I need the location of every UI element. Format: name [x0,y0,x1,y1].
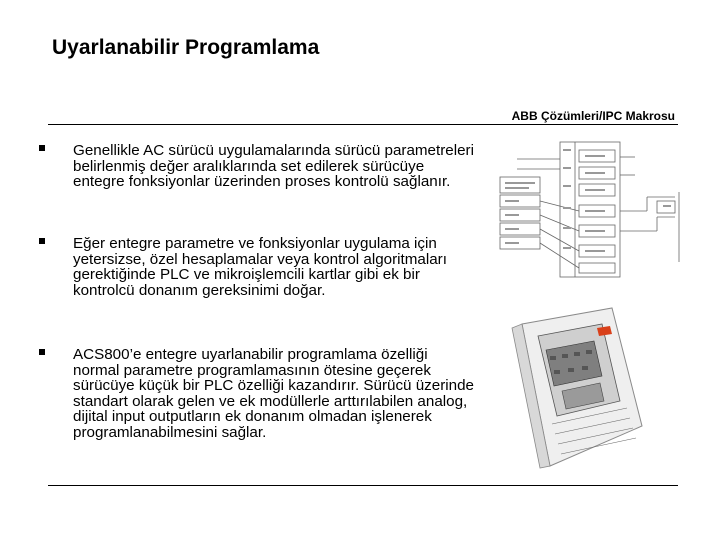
slide-subtitle: ABB Çözümleri/IPC Makrosu [511,109,675,123]
bullet-text-3: ACS800’e entegre uyarlanabilir programlama özelliği normal parametre programlamasının ötesine geçerek sürücüye küçük bir PLC özelliği kazandırır. Sürücü üzerinde standart olarak gelen ve ek modüllerle arttırılabilen analog, dijital input outputların ek donanım olmadan işlenerek programlanabilmesini sağlar. [73,346,474,441]
slide-title: Uyarlanabilir Programlama [52,36,320,59]
bullet-text-1: Genellikle AC sürücü uygulamalarında sürücü parametreleri belirlenmiş değer aralıklarında set edilerek sürücüye entegre fonksiyonlar üzerinden proses kontrolü sağlanır. [73,142,474,190]
bullet-square-icon [39,145,45,151]
bullet-square-icon [39,238,45,244]
bottom-divider [48,485,678,486]
ipc-macro-schematic [497,137,682,287]
top-divider [48,124,678,125]
acs800-drive-photo [502,306,652,471]
bullet-text-2: Eğer entegre parametre ve fonksiyonlar uygulama için yetersizse, özel hesaplamalar veya kontrol algoritmaları gerektiğinde PLC ve mikroişlemcili kartlar gibi ek bir kontrolcü donanım gereksinimi doğar. [73,235,447,299]
bullet-square-icon [39,349,45,355]
